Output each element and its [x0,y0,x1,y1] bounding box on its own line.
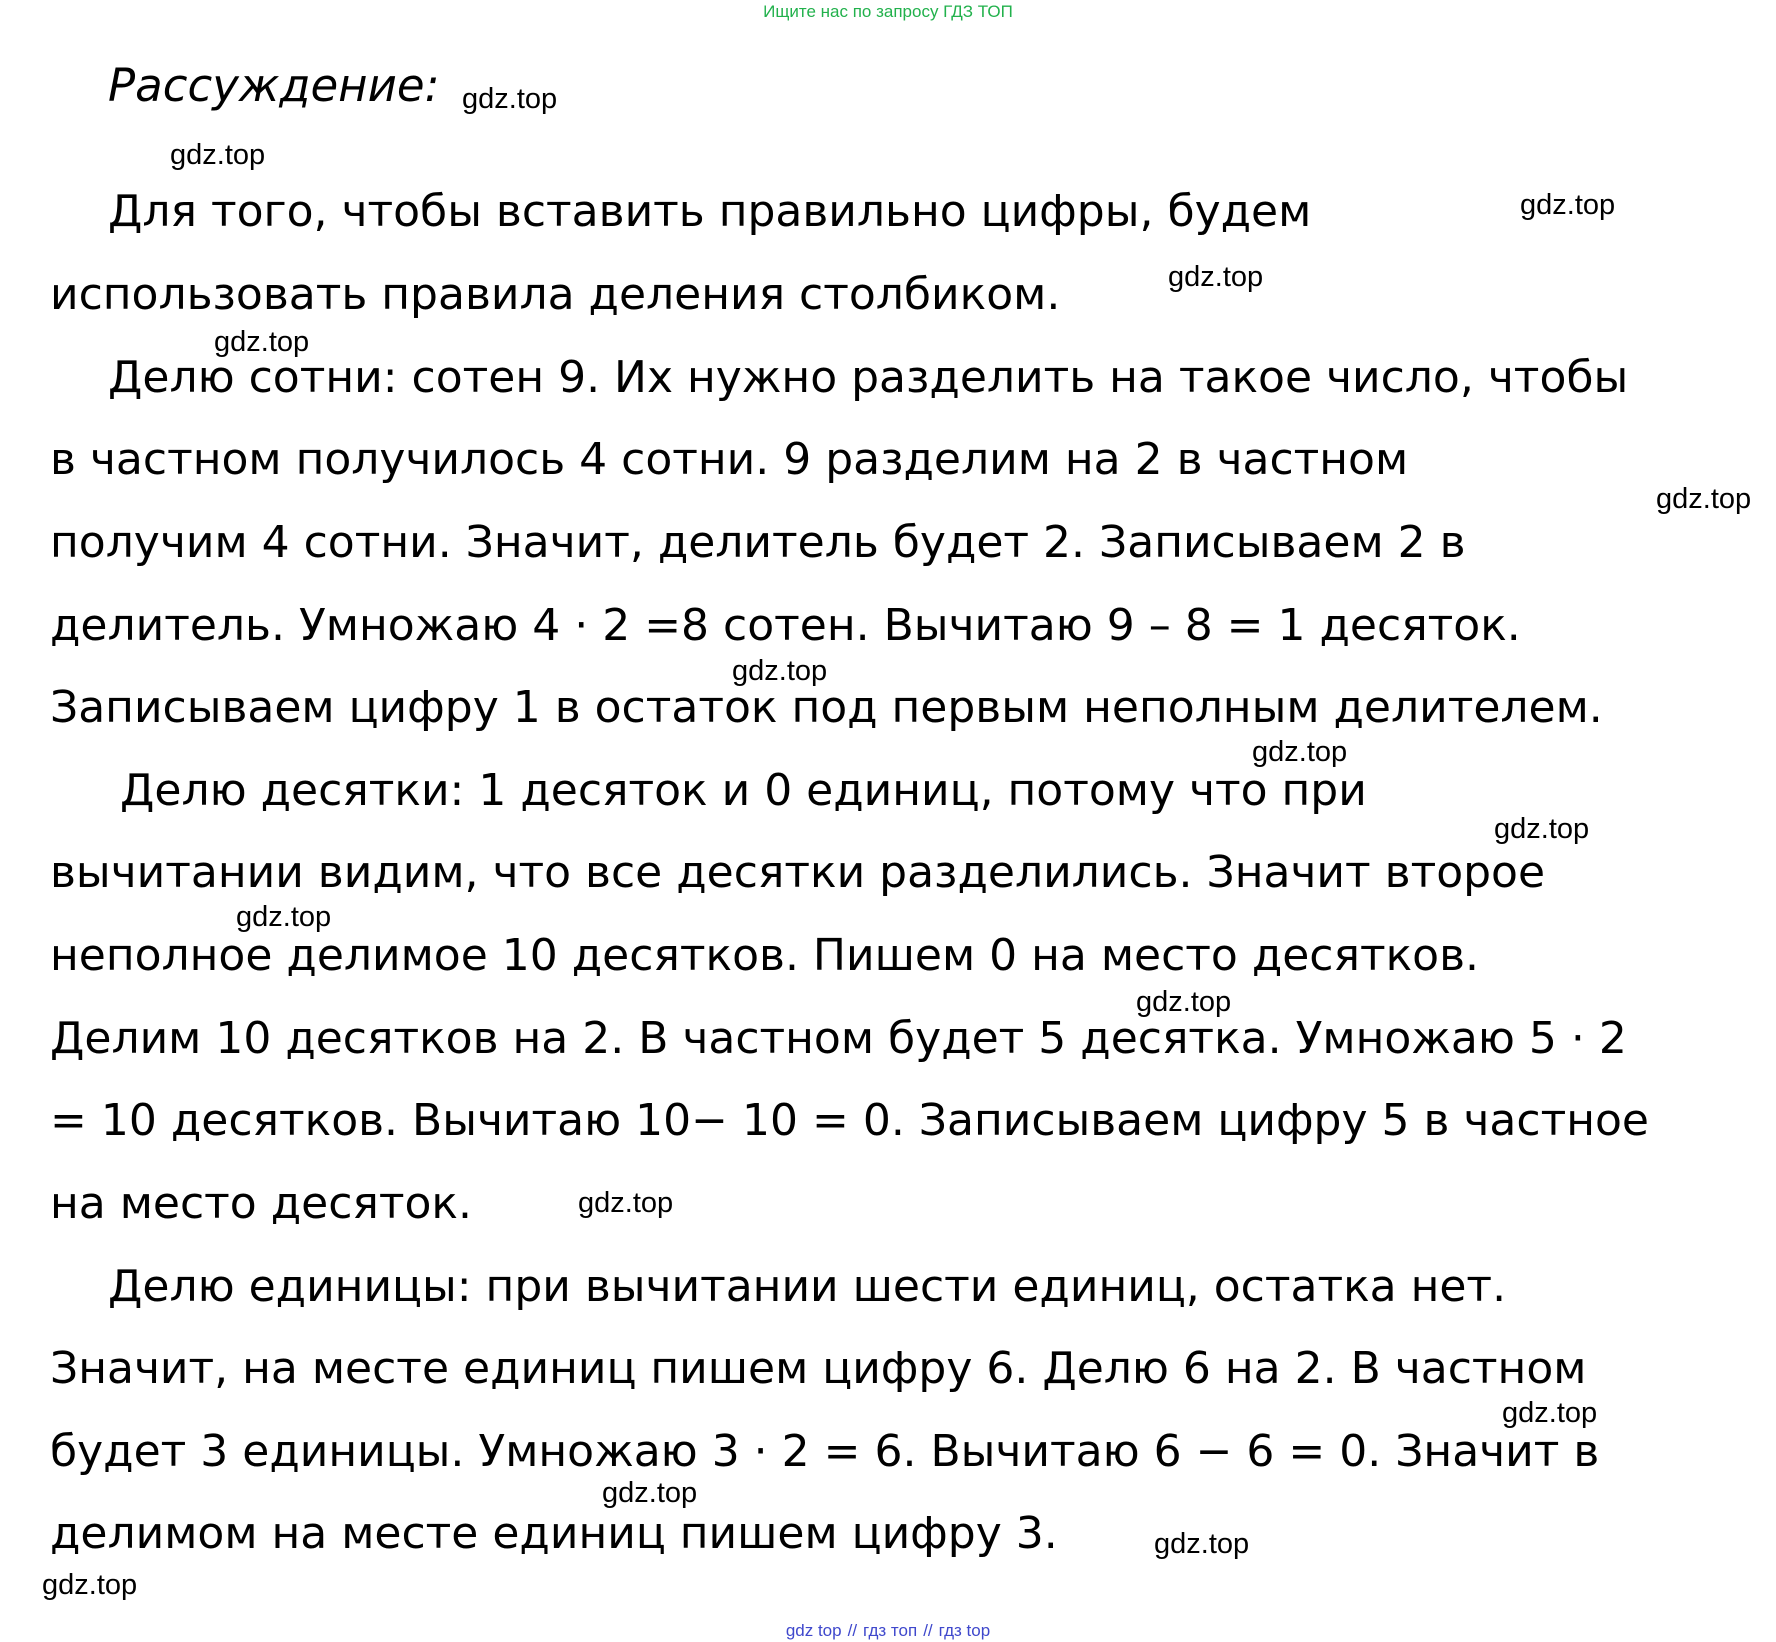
text-line: делимом на месте единиц пишем цифру 3. [50,1508,1058,1559]
watermark: gdz.top [602,1477,698,1509]
footer-item: гдз top [938,1621,991,1640]
watermark: gdz.top [1520,189,1616,221]
heading: Рассуждение: [108,59,440,112]
text-line: делитель. Умножаю 4 · 2 =8 сотен. Вычитаю 9 – 8 = 1 десяток. [50,600,1521,651]
text-line: использовать правила деления столбиком. [50,269,1061,320]
watermark: gdz.top [170,139,266,171]
text-line: Записываем цифру 1 в остаток под первым неполным делителем. [50,682,1603,733]
footer-separator: // [847,1621,858,1640]
text-line: Делю единицы: при вычитании шести единиц, остатка нет. [108,1261,1507,1312]
text-line: будет 3 единицы. Умножаю 3 · 2 = 6. Вычитаю 6 − 6 = 0. Значит в [50,1426,1600,1477]
watermark: gdz.top [1494,813,1590,845]
text-line: Делим 10 десятков на 2. В частном будет 5 десятка. Умножаю 5 · 2 [50,1013,1627,1064]
text-line: Для того, чтобы вставить правильно цифры, будем [108,186,1312,237]
watermark: gdz.top [214,326,310,358]
text-line: Значит, на месте единиц пишем цифру 6. Делю 6 на 2. В частном [50,1343,1587,1394]
watermark: gdz.top [1154,1528,1250,1560]
watermark: gdz.top [578,1187,674,1219]
watermark: gdz.top [42,1569,138,1601]
footer-item: гдз топ [863,1621,918,1640]
text-line: на место десяток. [50,1178,472,1229]
text-line: в частном получилось 4 сотни. 9 разделим на 2 в частном [50,434,1409,485]
watermark: gdz.top [1502,1397,1598,1429]
watermark: gdz.top [462,83,558,115]
text-line: вычитании видим, что все десятки разделились. Значит второе [50,847,1546,898]
watermark: gdz.top [1656,483,1752,515]
text-line: = 10 десятков. Вычитаю 10− 10 = 0. Записываем цифру 5 в частное [50,1095,1649,1146]
watermark: gdz.top [732,655,828,687]
footer-separator: // [923,1621,933,1640]
footer-item: gdz top [785,1621,842,1640]
watermark: gdz.top [1136,986,1232,1018]
watermark: gdz.top [236,901,332,933]
footer-links [0,1620,1776,1642]
watermark: gdz.top [1168,261,1264,293]
text-line: неполное делимое 10 десятков. Пишем 0 на место десятков. [50,930,1480,981]
top-banner: Ищите нас по запросу ГДЗ ТОП [763,2,1013,21]
text-line: Делю десятки: 1 десяток и 0 единиц, потому что при [120,765,1367,816]
watermark: gdz.top [1252,736,1348,768]
text-line: получим 4 сотни. Значит, делитель будет 2. Записываем 2 в [50,517,1466,568]
text-line: Делю сотни: сотен 9. Их нужно разделить на такое число, чтобы [108,352,1629,403]
